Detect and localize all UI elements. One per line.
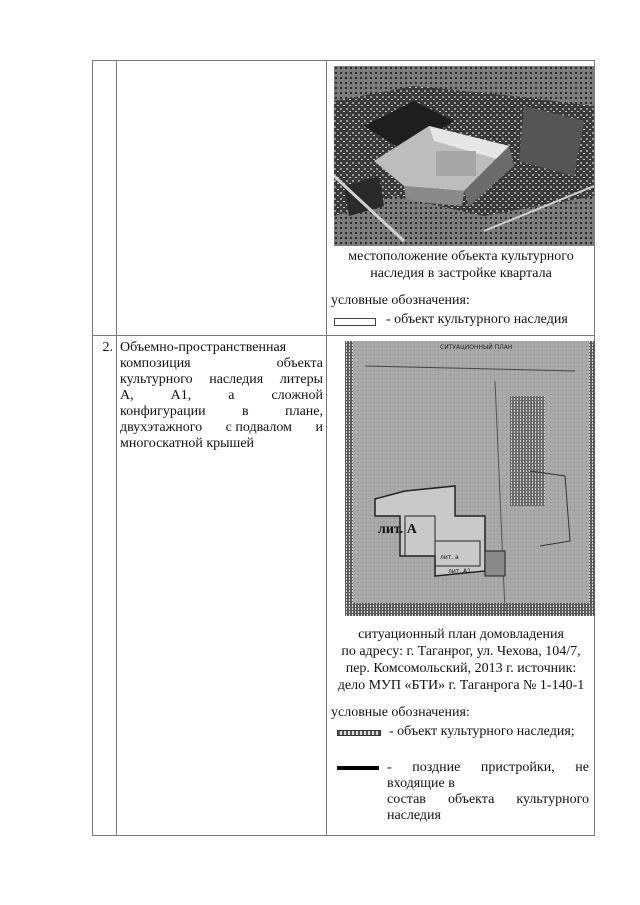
legend-line: входящие в [387, 776, 455, 791]
legend-line [387, 792, 589, 808]
legend-word: пристройки, [480, 760, 555, 775]
row2-number: 2. [93, 336, 117, 836]
plan-label-lit-a1: лит. А1 [448, 568, 471, 575]
plan-label-lit-a: лит. А [378, 522, 417, 537]
row1-caption [327, 248, 595, 282]
legend-word: культурного [516, 792, 589, 807]
desc-line [120, 420, 323, 436]
row2-image-cell [327, 336, 595, 836]
row1-legend-title: условные обозначения: [331, 293, 470, 308]
row2-caption [327, 626, 595, 694]
desc-line [120, 404, 323, 420]
desc-word: объекта [276, 356, 323, 371]
desc-word: литеры [279, 372, 323, 387]
desc-line [120, 388, 323, 404]
legend-word: не [575, 760, 589, 775]
desc-word: А, [120, 388, 134, 403]
legend-word: поздние [412, 760, 461, 775]
plan-label-lit-a-small: лит. а [440, 554, 459, 561]
legend-line: наследия [387, 808, 441, 823]
desc-word: композиция [120, 356, 191, 371]
legend-word: объекта [447, 792, 495, 807]
desc-word: конфигурации [120, 404, 206, 419]
desc-line [120, 372, 323, 388]
heritage-hatched-symbol [337, 730, 381, 736]
caption-line: ситуационный план домовладения [358, 627, 564, 642]
legend-text: - объект культурного наследия [386, 312, 568, 327]
caption-line: дело МУП «БТИ» г. Таганрога № 1-140-1 [337, 678, 585, 693]
aerial-photo [334, 66, 594, 246]
heritage-outline-symbol [334, 318, 376, 326]
desc-word: а [228, 388, 235, 403]
caption-line: пер. Комсомольский, 2013 г. источник: [345, 661, 577, 676]
row1-legend-item [334, 312, 568, 328]
desc-word: в [242, 404, 249, 419]
legend-word: состав [387, 792, 426, 807]
legend-text: - объект культурного наследия; [389, 724, 575, 739]
table-row [93, 336, 595, 836]
desc-word: А1, [170, 388, 192, 403]
table-row [93, 61, 595, 336]
row2-legend-continuation [387, 792, 589, 824]
desc-word: двухэтажного [120, 420, 203, 435]
row1-number-cell [93, 61, 117, 336]
row2-legend-item-extensions [337, 760, 589, 792]
desc-word: с подвалом [225, 420, 292, 435]
row1-image-cell [327, 61, 595, 336]
desc-line [120, 356, 323, 372]
desc-line [120, 436, 323, 452]
legend-line [387, 760, 589, 776]
desc-word: сложной [271, 388, 323, 403]
plan-header-label: СИТУАЦИОННЫЙ ПЛАН [440, 344, 513, 351]
desc-word: и [315, 420, 323, 435]
desc-word: многоскатной крышей [120, 436, 255, 451]
caption-line: по адресу: г. Таганрог, ул. Чехова, 104/7, [341, 644, 581, 659]
desc-word: культурного [120, 372, 193, 387]
caption-line: наследия в застройке квартала [370, 266, 552, 281]
situational-plan-image [345, 341, 595, 616]
legend-text-block [387, 760, 589, 792]
desc-word: наследия [209, 372, 264, 387]
caption-line: местоположение объекта культурного [348, 249, 574, 264]
desc-word: плане, [285, 404, 323, 419]
row1-description-cell [117, 61, 327, 336]
heritage-table [92, 60, 595, 836]
desc-word: Объемно-пространственная [120, 340, 287, 355]
row2-description [117, 336, 327, 836]
row2-legend-title: условные обозначения: [331, 705, 470, 720]
desc-line [120, 340, 323, 356]
late-extensions-symbol [337, 766, 379, 770]
legend-word: - [387, 760, 392, 775]
row2-legend-item-heritage [337, 724, 575, 740]
